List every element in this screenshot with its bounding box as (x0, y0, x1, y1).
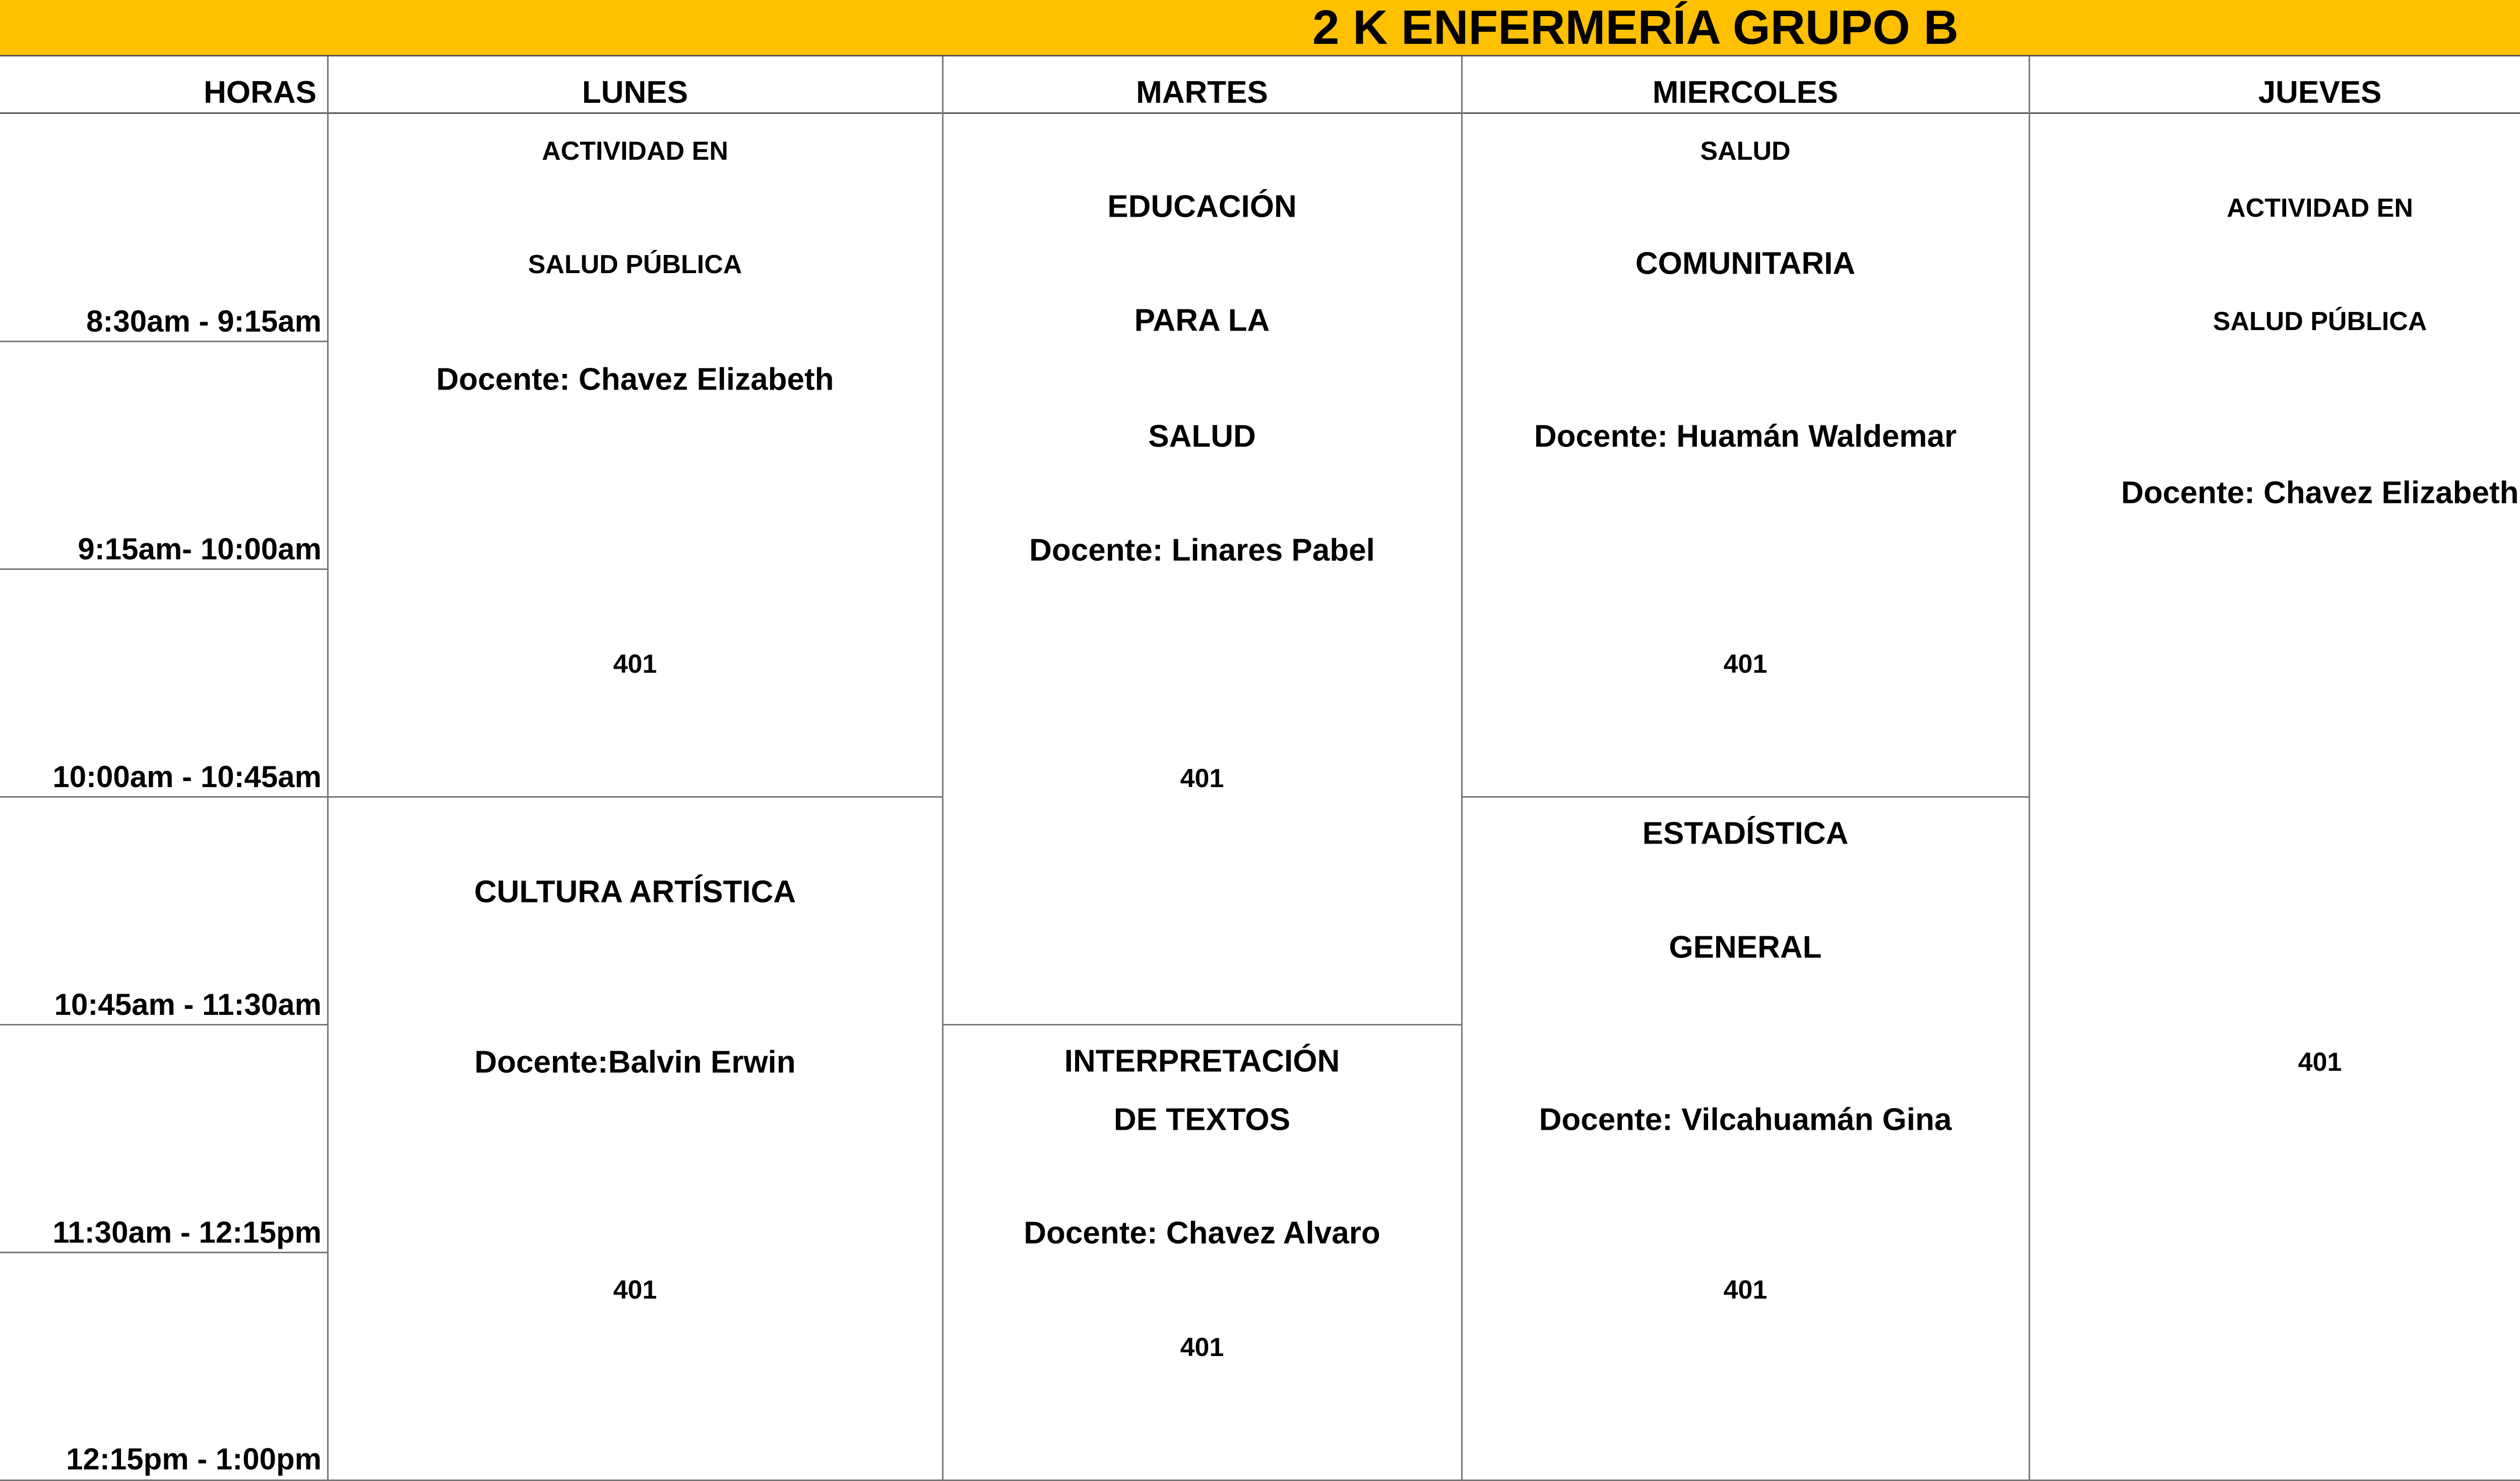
course-name: PARA LA (1134, 303, 1270, 338)
course-name: SALUD PÚBLICA (528, 250, 742, 279)
classroom: 401 (1180, 764, 1224, 793)
time-slot: 8:30am - 9:15am (86, 304, 322, 338)
header-miercoles: MIERCOLES (1462, 56, 2029, 114)
teacher-name: Docente: Chavez Elizabeth (436, 362, 834, 397)
header-lunes: LUNES (328, 56, 942, 114)
course-name: SALUD (1700, 137, 1791, 166)
classroom: 401 (613, 1275, 657, 1305)
classroom: 401 (1180, 1333, 1224, 1362)
classroom: 401 (2298, 1048, 2342, 1077)
time-slot: 10:45am - 11:30am (54, 988, 322, 1021)
course-name: CULTURA ARTÍSTICA (474, 874, 796, 910)
course-name: ACTIVIDAD EN (2227, 194, 2413, 223)
teacher-name: Docente: Vilcahuamán Gina (1539, 1102, 1952, 1137)
time-slot: 11:30am - 12:15pm (52, 1215, 322, 1249)
course-name: DE TEXTOS (1113, 1102, 1291, 1137)
course-block-martes-2 (942, 0, 1462, 1481)
course-name: INTERPRETACIÓN (1064, 1044, 1340, 1079)
course-name: COMUNITARIA (1635, 246, 1856, 281)
time-slot: 9:15am- 10:00am (78, 532, 322, 566)
teacher-name: Docente: Huamán Waldemar (1534, 419, 1957, 454)
header-jueves: JUEVES (2029, 56, 2520, 114)
course-name: EDUCACIÓN (1107, 189, 1297, 224)
schedule-title: 2 K ENFERMERÍA GRUPO B (0, 0, 2520, 56)
time-slot: 10:00am - 10:45am (52, 760, 322, 794)
course-block-lunes-2 (328, 0, 942, 1481)
course-name: GENERAL (1669, 930, 1822, 965)
course-name: SALUD (1148, 419, 1256, 454)
header-martes: MARTES (942, 56, 1462, 114)
course-block-miercoles-2 (1462, 0, 2029, 1481)
teacher-name: Docente: Linares Pabel (1029, 533, 1375, 568)
time-slot: 12:15pm - 1:00pm (66, 1442, 322, 1476)
header-horas: HORAS (0, 56, 328, 114)
course-name: ACTIVIDAD EN (542, 137, 728, 166)
classroom: 401 (613, 650, 657, 679)
course-name: SALUD PÚBLICA (2213, 307, 2427, 336)
classroom: 401 (1723, 650, 1768, 679)
teacher-name: Docente:Balvin Erwin (474, 1045, 796, 1080)
course-block-jueves-1 (2029, 0, 2520, 1481)
teacher-name: Docente: Chavez Alvaro (1024, 1215, 1380, 1251)
teacher-name: Docente: Chavez Elizabeth (2121, 475, 2519, 510)
classroom: 401 (1723, 1275, 1768, 1305)
course-name: ESTADÍSTICA (1642, 816, 1849, 851)
